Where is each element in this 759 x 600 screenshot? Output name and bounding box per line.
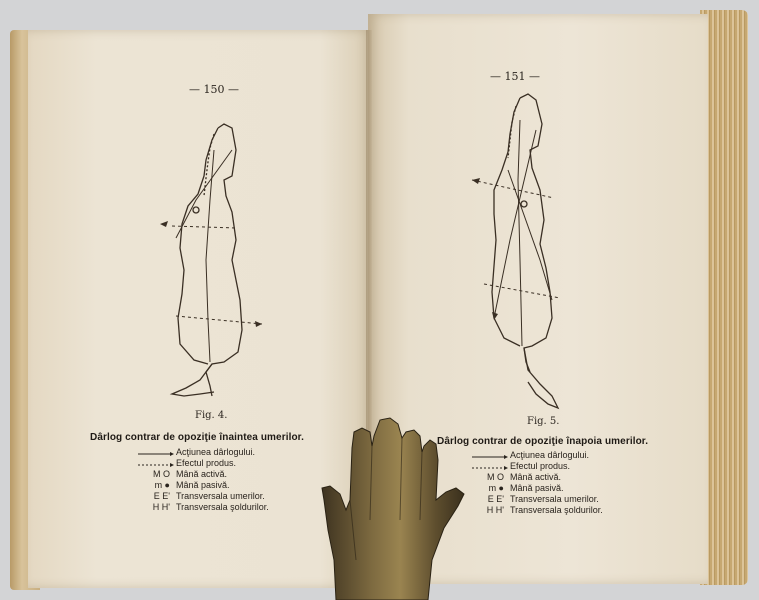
right-caption: Dârlog contrar de opoziţie înapoia umerilor.	[437, 436, 649, 447]
open-book-photo: — 150 — Fig. 4. Dârlog contrar de opoziţie înaintea umerilor. Acţiunea dârlogului. Efectul produs. M O Mână activă. m ● Mână pasivă. E E' Transversala umerilor. H H' Transversala şoldurilor. — 151 — Fig. 5. Dârlog contrar de opoziţie înapoia umerilor. Acţiunea dârlogului. Efectul produs. M O Mână activă. m ● Mână pasivă. E E' Transversala umerilor. H H' Transversala şoldurilor.	[0, 0, 759, 600]
right-page-number: — 151 —	[490, 70, 540, 83]
left-caption: Dârlog contrar de opoziţie înaintea umerilor.	[90, 432, 304, 443]
left-page-number: — 150 —	[189, 83, 239, 96]
left-figure-label: Fig. 4.	[195, 410, 228, 421]
right-figure-label: Fig. 5.	[527, 416, 560, 427]
